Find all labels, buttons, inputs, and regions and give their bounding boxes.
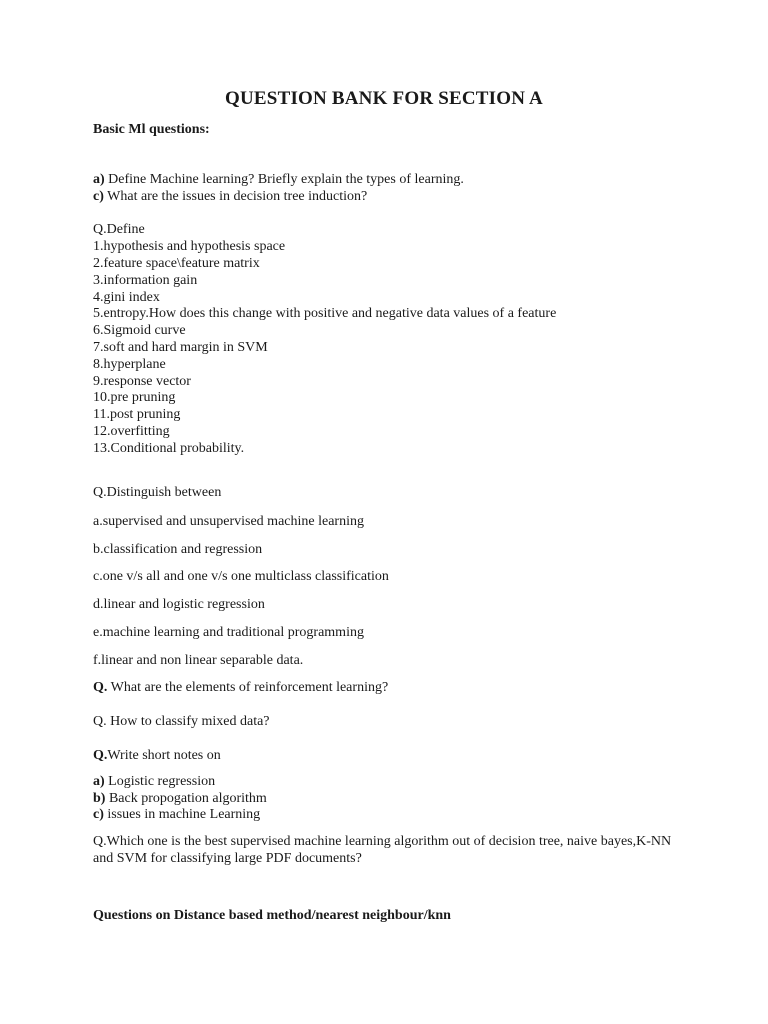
best-algorithm-question: Q.Which one is the best supervised machine learning algorithm out of decision tree, naive bayes,K-NN and SVM for classifying large PDF documents? bbox=[93, 834, 672, 866]
section-heading-distance-methods: Questions on Distance based method/nearest neighbour/knn bbox=[93, 908, 451, 923]
short-note-item bbox=[93, 806, 260, 823]
define-item: 10.pre pruning bbox=[93, 390, 176, 405]
define-item: 9.response vector bbox=[93, 374, 191, 389]
define-item: 1.hypothesis and hypothesis space bbox=[93, 239, 286, 254]
distinguish-item: f.linear and non linear separable data. bbox=[93, 653, 304, 668]
distinguish-item: c.one v/s all and one v/s one multiclass classification bbox=[93, 569, 389, 584]
reinforcement-question bbox=[93, 679, 388, 696]
question-marker: a) bbox=[93, 172, 105, 187]
define-item: 2.feature space\feature matrix bbox=[93, 256, 260, 271]
question-text: What are the issues in decision tree induction? bbox=[107, 189, 368, 204]
mixed-data-question: Q. How to classify mixed data? bbox=[93, 714, 270, 729]
define-item: 4.gini index bbox=[93, 290, 160, 305]
distinguish-item: b.classification and regression bbox=[93, 542, 263, 557]
document-title: QUESTION BANK FOR SECTION A bbox=[225, 88, 543, 109]
question-text: Define Machine learning? Briefly explain the types of learning. bbox=[108, 172, 464, 187]
question-marker: c) bbox=[93, 189, 104, 204]
distinguish-item: e.machine learning and traditional programming bbox=[93, 625, 364, 640]
define-item: 6.Sigmoid curve bbox=[93, 323, 186, 338]
question-marker: Q. bbox=[93, 748, 108, 763]
intro-question-c bbox=[93, 188, 367, 205]
define-item: 5.entropy.How does this change with positive and negative data values of a feature bbox=[93, 306, 557, 321]
intro-question-a bbox=[93, 171, 464, 188]
item-text: issues in machine Learning bbox=[107, 807, 261, 822]
question-marker: Q. bbox=[93, 680, 108, 695]
define-heading: Q.Define bbox=[93, 222, 145, 237]
define-item: 8.hyperplane bbox=[93, 357, 166, 372]
define-item: 11.post pruning bbox=[93, 407, 181, 422]
define-item: 13.Conditional probability. bbox=[93, 441, 245, 456]
question-text: Write short notes on bbox=[107, 748, 221, 763]
distinguish-item: a.supervised and unsupervised machine learning bbox=[93, 514, 364, 529]
distinguish-item: d.linear and logistic regression bbox=[93, 597, 265, 612]
distinguish-heading: Q.Distinguish between bbox=[93, 485, 222, 500]
item-marker: a) bbox=[93, 774, 105, 789]
short-notes-heading bbox=[93, 747, 221, 764]
short-note-item bbox=[93, 773, 215, 790]
define-item: 3.information gain bbox=[93, 273, 198, 288]
section-heading-basic-ml: Basic Ml questions: bbox=[93, 122, 210, 137]
item-text: Back propogation algorithm bbox=[108, 791, 267, 806]
short-note-item bbox=[93, 790, 267, 807]
item-marker: b) bbox=[93, 791, 106, 806]
item-marker: c) bbox=[93, 807, 104, 822]
item-text: Logistic regression bbox=[108, 774, 216, 789]
define-item: 7.soft and hard margin in SVM bbox=[93, 340, 268, 355]
define-item: 12.overfitting bbox=[93, 424, 170, 439]
question-text: What are the elements of reinforcement learning? bbox=[110, 680, 389, 695]
